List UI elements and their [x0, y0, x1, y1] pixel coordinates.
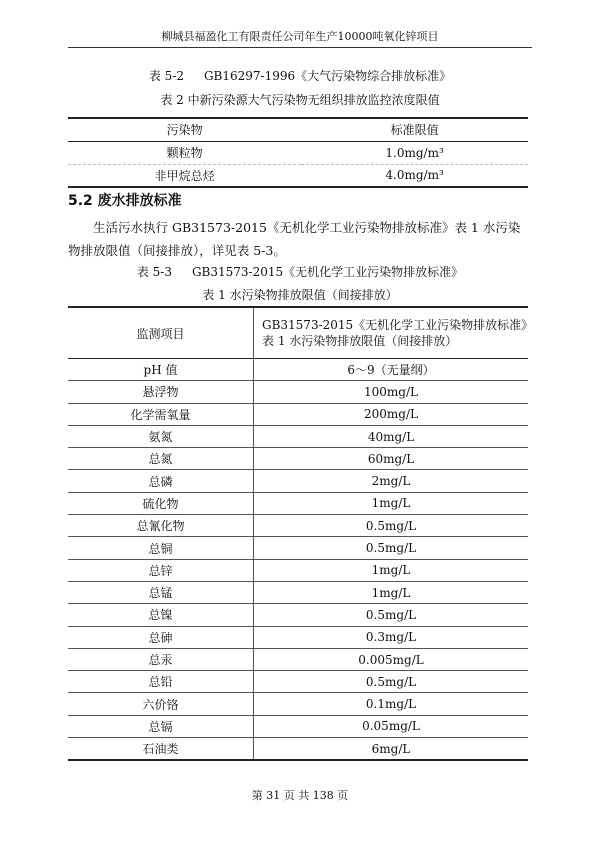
page-footer: 第 31 页 共 138 页: [251, 789, 349, 802]
table-row: [68, 715, 528, 737]
table-row: [68, 671, 528, 693]
section-heading: 5.2 废水排放标准: [68, 193, 182, 209]
limit-cell: 0.05mg/L: [254, 715, 529, 737]
column-header-standard: [254, 307, 534, 359]
limit-cell: 100mg/L: [254, 381, 529, 403]
table-row: [68, 359, 528, 381]
table-5-2-standard: GB16297-1996《大气污染物综合排放标准》: [203, 69, 452, 83]
table-row: [68, 604, 528, 626]
table-row: [68, 581, 528, 603]
pollutant-cell: 颗粒物: [68, 141, 301, 164]
section-paragraph: 生活污水执行 GB31573-2015《无机化学工业污染物排放标准》表 1 水污染物排放限值（间接排放），详见表 5-3。: [68, 220, 521, 258]
table-5-3-caption: [0, 264, 600, 280]
limit-cell: 0.005mg/L: [254, 648, 529, 670]
column-header-pollutant: 污染物: [68, 118, 301, 141]
item-cell: 总镉: [68, 715, 254, 737]
item-cell: 总氮: [68, 448, 254, 470]
limit-cell: 0.1mg/L: [254, 693, 529, 715]
item-cell: 化学需氧量: [68, 403, 254, 425]
column-header-limit: 标准限值: [301, 118, 528, 141]
table-row: [68, 693, 528, 715]
limit-cell: 200mg/L: [254, 403, 529, 425]
page-header: 柳城县福盈化工有限责任公司年生产10000吨氧化锌项目: [68, 30, 532, 48]
limit-cell: 60mg/L: [254, 448, 529, 470]
item-cell: 总锌: [68, 559, 254, 581]
table-5-3-standard: GB31573-2015《无机化学工业污染物排放标准》: [191, 265, 464, 279]
table-5-2-caption: [0, 68, 600, 84]
limit-cell: 1.0mg/m³: [301, 141, 528, 164]
item-cell: 氨氮: [68, 425, 254, 447]
limit-cell: 2mg/L: [254, 470, 529, 492]
table-row: [68, 164, 528, 187]
table-row: [68, 425, 528, 447]
limit-cell: 1mg/L: [254, 581, 529, 603]
table-5-2-number: 表 5-2: [148, 69, 184, 83]
table-row: [68, 448, 528, 470]
column-header-item: 监测项目: [68, 307, 254, 359]
item-cell: 总铅: [68, 671, 254, 693]
limit-cell: 4.0mg/m³: [301, 164, 528, 187]
table-row: [68, 626, 528, 648]
air-emission-table: [68, 117, 528, 188]
limit-cell: 0.5mg/L: [254, 671, 529, 693]
limit-cell: 0.3mg/L: [254, 626, 529, 648]
table-row: [68, 492, 528, 514]
item-cell: 石油类: [68, 738, 254, 761]
table-row: [68, 470, 528, 492]
item-cell: 硫化物: [68, 492, 254, 514]
pollutant-cell: 非甲烷总烃: [68, 164, 301, 187]
header-standard-line1: GB31573-2015《无机化学工业污染物排放标准》: [262, 318, 534, 332]
limit-cell: 0.5mg/L: [254, 537, 529, 559]
limit-cell: 6mg/L: [254, 738, 529, 761]
table-row: [68, 648, 528, 670]
limit-cell: 1mg/L: [254, 559, 529, 581]
table-row: [68, 381, 528, 403]
limit-cell: 6～9（无量纲）: [254, 359, 529, 381]
limit-cell: 0.5mg/L: [254, 604, 529, 626]
item-cell: 总磷: [68, 470, 254, 492]
table-5-2-subtitle: 表 2 中新污染源大气污染物无组织排放监控浓度限值: [160, 93, 440, 107]
limit-cell: 1mg/L: [254, 492, 529, 514]
item-cell: 总氰化物: [68, 515, 254, 537]
table-row: [68, 537, 528, 559]
table-5-3-subtitle: 表 1 水污染物排放限值（间接排放）: [202, 288, 398, 302]
water-emission-table: [68, 306, 534, 761]
item-cell: 总砷: [68, 626, 254, 648]
table-5-3-number: 表 5-3: [136, 265, 172, 279]
table-row: [68, 738, 528, 761]
item-cell: 总铜: [68, 537, 254, 559]
item-cell: pH 值: [68, 359, 254, 381]
item-cell: 总锰: [68, 581, 254, 603]
item-cell: 六价铬: [68, 693, 254, 715]
item-cell: 总镍: [68, 604, 254, 626]
table-row: [68, 559, 528, 581]
header-standard-line2: 表 1 水污染物排放限值（间接排放）: [262, 334, 458, 348]
table-row: [68, 141, 528, 164]
limit-cell: 40mg/L: [254, 425, 529, 447]
table-row: [68, 403, 528, 425]
limit-cell: 0.5mg/L: [254, 515, 529, 537]
table-row: [68, 515, 528, 537]
item-cell: 总汞: [68, 648, 254, 670]
item-cell: 悬浮物: [68, 381, 254, 403]
